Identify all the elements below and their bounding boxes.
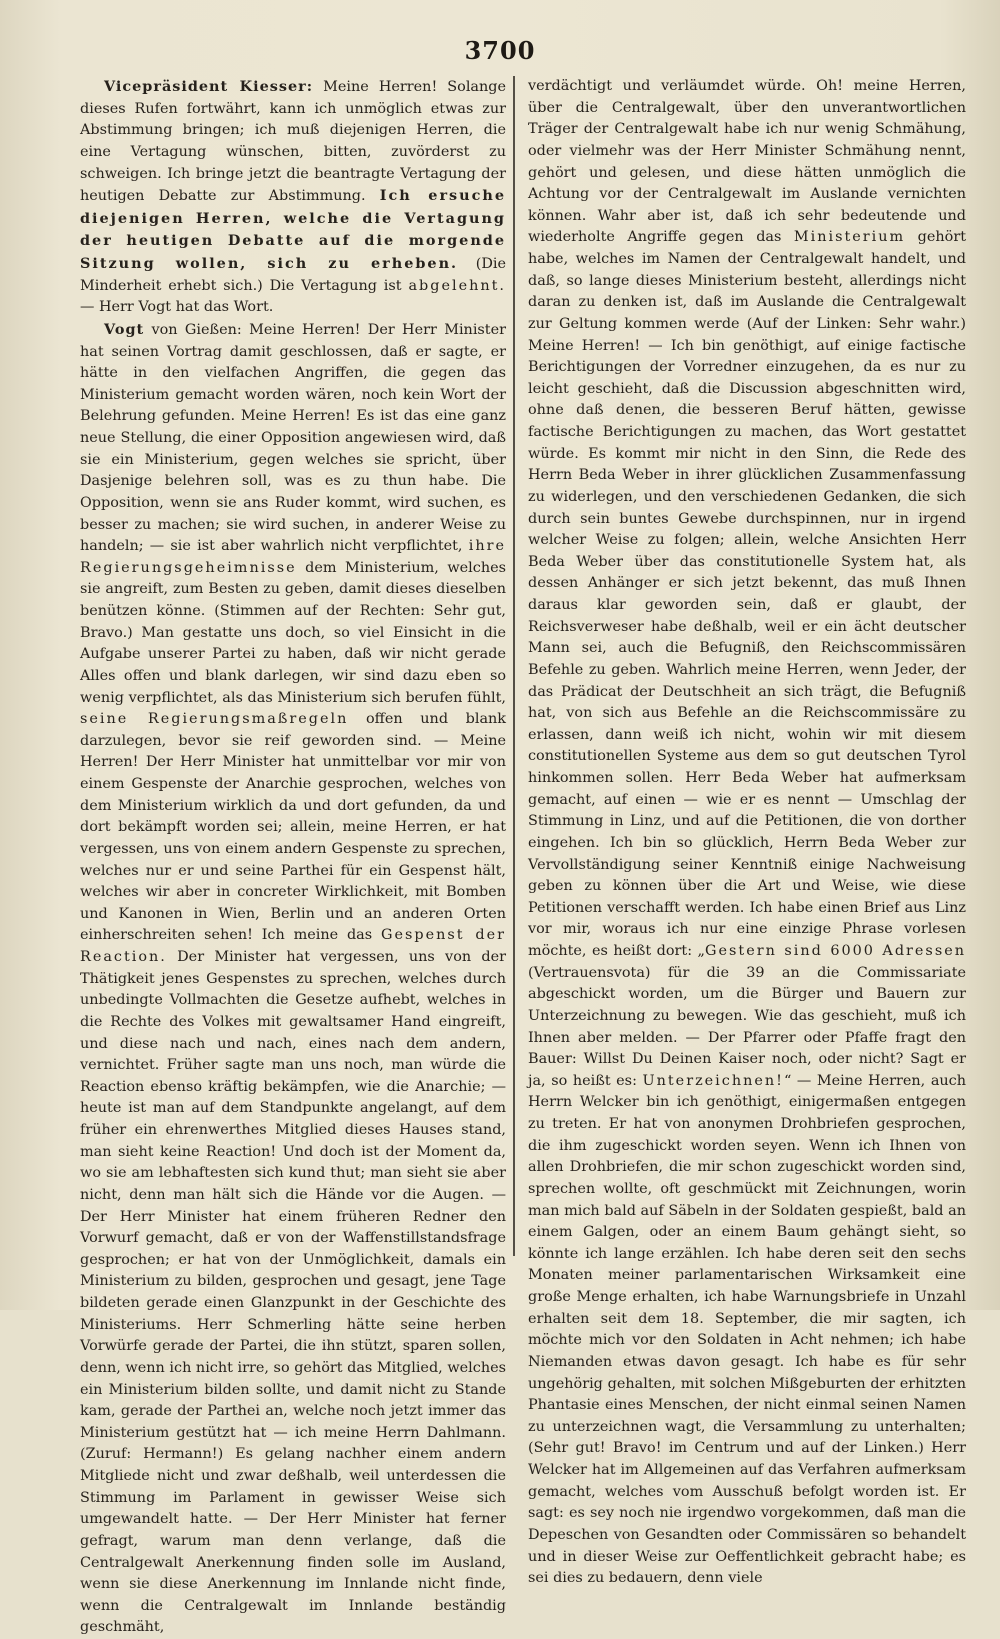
paragraph-text: (Vertrauensvota) für die 39 an die Commissariate abgeschickt worden, um die Bürger und Bauern zur Unterzeichnung zu bewegen. Wie das geschieht, muß ich Ihnen aber melden. — Der Pfarrer oder Pfaffe fragt den Bauer: Willst Du Deinen Kaiser noch, oder nicht? Sagt er ja, so heißt es: (528, 964, 966, 1089)
emphasized-text: abgelehnt. (408, 277, 506, 294)
paragraph-text: offen und blank darzulegen, bevor sie reif geworden sind. — Meine Herren! Der Herr Minister hat unmittelbar vor mir von einem Gespenste der Anarchie gesprochen, welches von dem Ministerium wirklich da und dort gefunden, da und dort bekämpft worden sei; allein, meine Herren, er hat vergessen, uns von einem andern Gespenste zu sprechen, welches nur er und seine Parthei für ein Gespenst hält, welches wir aber in concreter Wirklichkeit, mit Bomben und Kanonen in Wien, Berlin und an anderen Orten einherschreiten sehen! Ich meine das (80, 711, 507, 944)
paragraph-text: Der Minister hat vergessen, uns von der Thätigkeit jenes Gespenstes zu sprechen, welches durch unbedingte Vollmachten die Gesetze aufhebt, welches in die Rechte des Volkes mit gewaltsamer Hand eingreift, und diese nach und nach, eines nach dem andern, vernichtet. Früher sagte man uns noch, man würde die Reaction ebenso kräftig bekämpfen, wie die Anarchie; — heute ist man auf dem Standpunkte angelangt, auf dem früher ein ehrenwerthes Mitglied dieses Hauses stand, man sieht keine Reaction! Und doch ist der Moment da, wo sie am lebhaftesten sich kund thut; man sieht sie aber nicht, denn man hält sich die Hände vor die Augen. — Der Herr Minister hat einem früheren Redner den Vorwurf gemacht, daß er von der Waffenstillstandsfrage gesprochen; er hat von der Unmöglichkeit, damals ein Ministerium zu bilden, gesprochen und gesagt, jene Tage bildeten gerade einen Glanzpunkt in der Geschichte des Ministeriums. Herr Schmerling hätte seine herben Vorwürfe gerade der Partei, die ihn stützt, sparen sollen, denn, wenn ich nicht irre, so gehört das Mitglied, welches ein Ministerium bilden sollte, und damit nicht zu Stande kam, gerade der Parthei an, welche noch jetzt immer das Ministerium gestützt hat — ich meine Herrn Dahlmann. (Zuruf: Hermann!) Es gelang nachher einem andern Mitgliede nicht und zwar deßhalb, weil unterdessen die Stimmung im Parlament in gewisser Weise sich umgewandelt hatte. — Der Herr Minister hat ferner gefragt, warum man denn verlange, daß die Centralgewalt Anerkennung finden solle im Ausland, wenn sie diese Anerkennung im Innlande nicht finde, wenn die Centralgewalt im Innlande beständig geschmäht, (80, 949, 506, 1636)
paragraph-text: — Herr Vogt hat das Wort. (80, 299, 274, 316)
paragraph-text: gehört habe, welches im Namen der Centralgewalt handelt, und daß, so lange dieses Ministerium besteht, allerdings nicht daran zu denken ist, daß im Auslande die Centralgewalt zur Geltung kommen werde (Auf der Linken: Sehr wahr.) Meine Herren! — Ich bin genöthigt, auf einige factische Berichtigungen der Vorredner einzugehen, da es nur zu leicht geschieht, daß die Discussion abgeschnitten wird, ohne daß denen, die besseren Beruf hätten, gewisse factische Berichtigungen zu machen, das Wort gestattet würde. Es kommt mir nicht in den Sinn, die Rede des Herrn Beda Weber in ihrer glücklichen Zusammenfassung zu widerlegen, und den verschiedenen Gedanken, die sich durch sein buntes Gewebe durchspinnen, nur in irgend welcher Weise zu folgen; allein, welche Ansichten Herr Beda Weber über das constitutionelle System hat, als dessen Anhänger er sich jetzt bekennt, das muß Ihnen daraus klar geworden sein, daß er glaubt, der Reichsverweser habe deßhalb, weil er ein ächt deutscher Mann sei, auch die Befugniß, den Reichscommissären Befehle zu geben. Wahrlich meine Herren, wenn Jeder, der das Prädicat der Deutschheit an sich trägt, die Befugniß hat, von sich aus Befehle an die Reichscommissäre zu erlassen, dann weiß ich nicht, wohin wir mit diesem constitutionellen Systeme aus dem so gut deutschen Tyrol hinkommen sollen. Herr Beda Weber hat aufmerksam gemacht, auf einen — wie er es nennt — Umschlag der Stimmung in Linz, und auf die Petitionen, die von dorther eingehen. Ich bin so glücklich, Herrn Beda Weber zur Vervollständigung seiner Kenntniß einige Nachweisung geben zu können über die Art und Weise, wie diese Petitionen verschafft werden. Ich habe einen Brief aus Linz vor mir, woraus ich nur eine einzige Phrase vorlesen möchte, es heißt dort: „ (528, 229, 966, 959)
paragraph-vogt (80, 319, 506, 1639)
emphasized-text: seine Regierungsmaßregeln (80, 711, 349, 728)
speaker-name: Vicepräsident Kiesser: (104, 78, 314, 95)
emphasized-text: Gestern sind 6000 Adressen (705, 943, 966, 959)
emphasized-text: Ministerium (793, 229, 906, 246)
speaker-name: Vogt (104, 320, 145, 338)
paragraph-continuation (528, 76, 966, 1590)
paragraph-text: (Die Minderheit erhebt sich.) Die Vertagung ist (80, 256, 506, 294)
paragraph-vicepresident (80, 76, 506, 319)
column-divider (513, 76, 515, 1256)
left-column (80, 76, 506, 1639)
page-number: 3700 (464, 36, 536, 65)
paragraph-text: Meine Herren! Solange dieses Rufen fortwährt, kann ich unmöglich etwas zur Abstimmung bringen; ich muß diejenigen Herren, die eine Vertagung wünschen, bitten, zuvörderst zu schweigen. Ich bringe jetzt die beantragte Vertagung der heutigen Debatte zur Abstimmung. (80, 79, 506, 205)
emphasized-text: Unterzeichnen! (642, 1072, 784, 1089)
emphasized-text: ihre Regierungsgeheimnisse (80, 538, 506, 576)
paragraph-text: “ — Meine Herren, auch Herrn Welcker bin ich genöthigt, einigermaßen entgegen zu treten. Er hat von anonymen Drohbriefen gesprochen, die ihm zugeschickt worden seyen. Wenn ich Ihnen von allen Drohbriefen, die mir schon zugeschickt worden sind, sprechen wollte, oft geschmückt mit Zeichnungen, worin man mich bald auf Säbeln in der Soldaten gespießt, bald an einem Galgen, oder an einem Baum gehängt sieht, so könnte ich lange erzählen. Ich habe deren seit den sechs Monaten meiner parlamentarischen Wirksamkeit eine große Menge erhalten, ich habe Warnungsbriefe in Unzahl erhalten seit dem 18. September, die mir sagten, ich möchte mich vor den Soldaten in Acht nehmen; ich habe Niemanden etwas davon gesagt. Ich habe es für sehr ungehörig gehalten, mit solchen Mißgeburten der erhitzten Phantasie eines Menschen, der nicht einmal seinen Namen zu unterzeichnen wagt, die Versammlung zu unterhalten; (Sehr gut! Bravo! im Centrum und auf der Linken.) Herr Welcker hat im Allgemeinen auf das Verfahren aufmerksam gemacht, welches vom Ausschuß befolgt worden ist. Er sagt: es sey noch nie irgendwo vorgekommen, daß man die Depeschen von Gesandten oder Commissären so behandelt und in dieser Weise zur Oeffentlichkeit gebracht habe; es sei dies zu bedauern, denn viele (528, 1072, 966, 1587)
right-column (528, 76, 966, 1590)
paragraph-text: verdächtigt und verläumdet würde. Oh! meine Herren, über die Centralgewalt, über den unverantwortlichen Träger der Centralgewalt habe ich nur wenig Schmähung, oder vielmehr was der Herr Minister Schmähung nennt, gehört und gelesen, und diese hätten unmöglich die Achtung vor der Centralgewalt im Auslande vernichten können. Wahr aber ist, daß ich sehr bedeutende und wiederholte Angriffe gegen das (528, 78, 966, 246)
paragraph-text: von Gießen: Meine Herren! Der Herr Minister hat seinen Vortrag damit geschlossen, daß er sagte, er hätte in den vielfachen Angriffen, die gegen das Ministerium gemacht worden wären, noch kein Wort der Belehrung gefunden. Meine Herren! Es ist das eine ganz neue Stellung, die einer Opposition angewiesen wird, daß sie ein Ministerium, gegen welches sie spricht, über Dasjenige belehren soll, was es zu thun habe. Die Opposition, wenn sie ans Ruder kommt, wird suchen, es besser zu machen; sie wird suchen, in anderer Weise zu handeln; — sie ist aber wahrlich nicht verpflichtet, (80, 321, 506, 555)
emphasized-text: Gespenst der Reaction. (80, 927, 506, 965)
emphasized-text: Ich ersuche diejenigen Herren, welche die Vertagung der heutigen Debatte auf die morgende Sitzung wollen, sich zu erheben. (80, 187, 506, 272)
paragraph-text: dem Ministerium, welches sie angreift, zum Besten zu geben, damit dieses dieselben benützen könne. (Stimmen auf der Rechten: Sehr gut, Bravo.) Man gestatte uns doch, so viel Einsicht in die Aufgabe unserer Partei zu haben, daß wir nicht gerade Alles offen und blank darlegen, wir sind dazu eben so wenig verpflichtet, als das Ministerium sich berufen fühlt, (80, 559, 506, 706)
